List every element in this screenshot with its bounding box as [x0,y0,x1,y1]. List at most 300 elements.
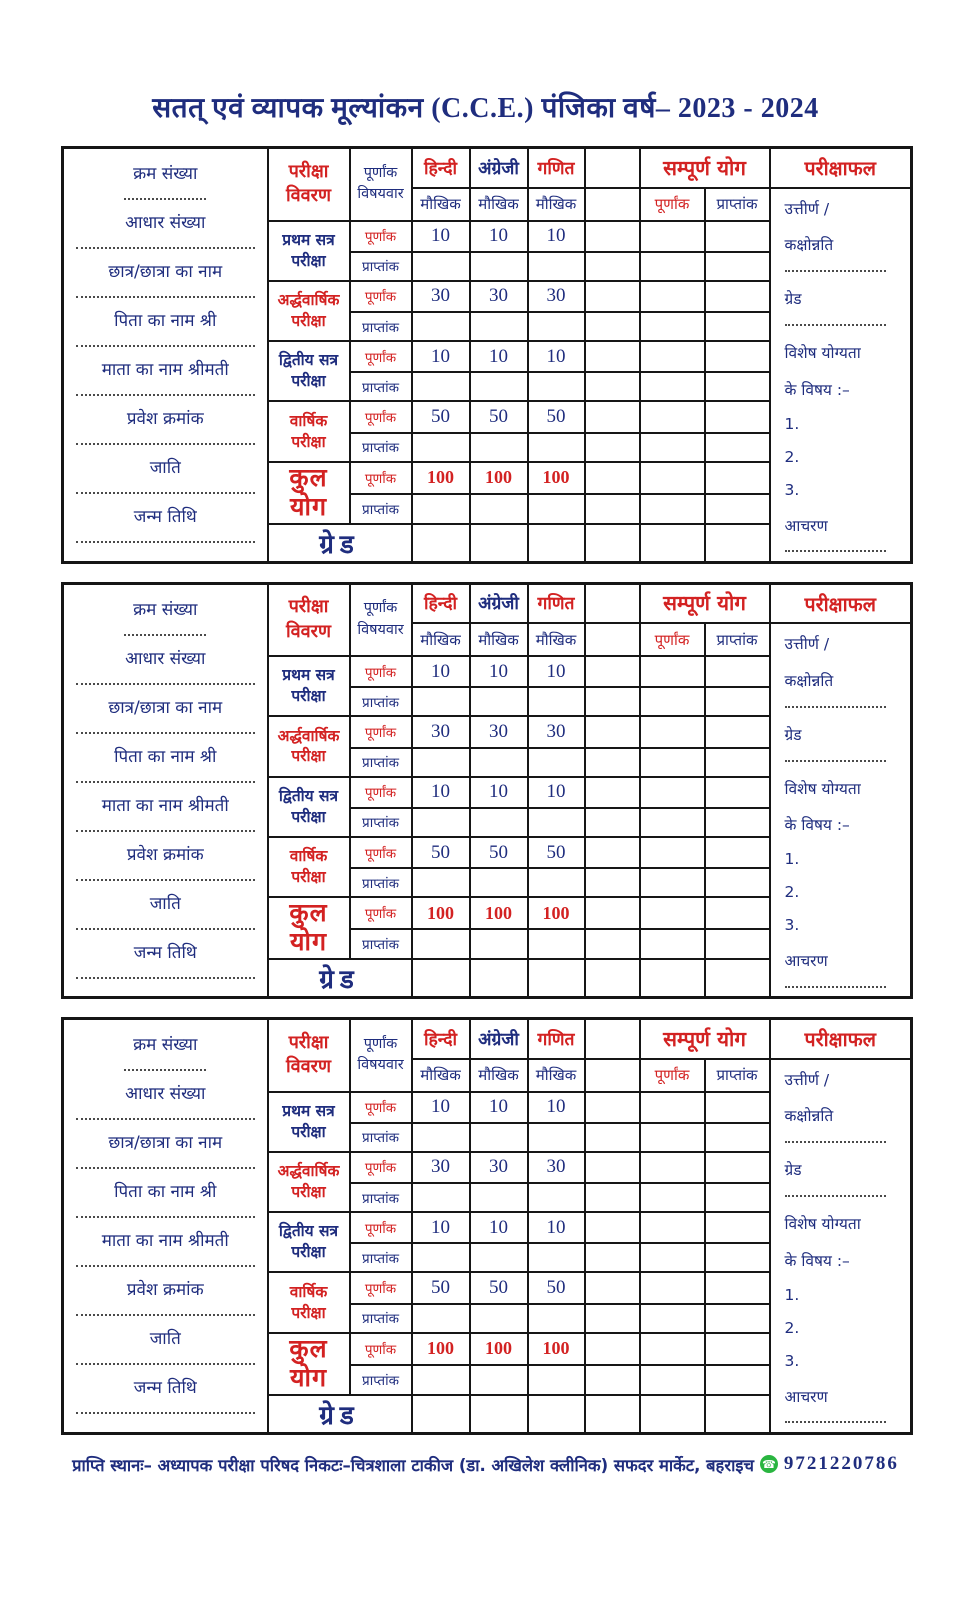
field-label: जाति [149,893,181,914]
student-info-cell [63,148,268,563]
father-name-field [76,744,255,783]
obtained-blank-cell [585,433,640,462]
exam-name-half-yearly: अर्द्धवार्षिक परीक्षा [268,1152,350,1212]
max-marks-label: पूर्णांक [350,716,412,747]
grade-english-cell [470,1395,528,1434]
conduct-label: आचरण [784,516,828,535]
max-marks-math: 10 [528,1092,585,1123]
max-marks-label: पूर्णांक [350,897,412,929]
max-marks-math: 10 [528,1212,585,1243]
obtained-math-cell [528,252,585,281]
max-marks-english: 100 [470,1333,528,1365]
max-marks-hindi: 10 [412,656,470,687]
english-oral-subheader: मौखिक [470,188,528,221]
grand-max-cell [640,1304,705,1333]
grand-total-max-subheader: पूर्णांक [640,623,705,656]
max-marks-label: पूर्णांक [350,656,412,687]
aptitude-item-2: 2. [784,883,800,902]
student-info-cell [63,583,268,998]
obtained-english-cell [470,808,528,837]
special-aptitude-label: विशेष योग्यता [784,779,861,798]
aptitude-subjects-label: के विषय :– [784,816,850,835]
grand-max-cell [640,341,705,372]
max-marks-hindi: 100 [412,462,470,494]
subject-math-header: गणित [528,148,585,188]
result-header: परीक्षाफल [770,583,912,623]
max-marks-label: पूर्णांक [350,281,412,312]
obtained-math-cell [528,312,585,341]
grand-max-cell [640,401,705,432]
fill-in-line [76,492,255,494]
obtained-math-cell [528,1365,585,1395]
fill-in-line [76,541,255,543]
subject-blank-header [585,1019,640,1059]
fill-in-line [785,324,886,326]
obtained-marks-label: प्राप्तांक [350,1365,412,1395]
result-header: परीक्षाफल [770,1019,912,1059]
max-marks-hindi: 10 [412,1092,470,1123]
field-label: पिता का नाम श्री [114,746,217,767]
aptitude-item-3: 3. [784,480,800,499]
max-marks-blank-cell [585,1272,640,1303]
obtained-hindi-cell [412,494,470,524]
grand-obtained-cell [705,1365,770,1395]
grand-obtained-cell [705,929,770,959]
obtained-marks-label: प्राप्तांक [350,312,412,341]
result-promotion-label: कक्षोन्नति [784,671,834,690]
grand-max-cell [640,1333,705,1365]
max-marks-blank-cell [585,281,640,312]
footer-availability-text: प्राप्ति स्थानः– अध्यापक परीक्षा परिषद निकटः–चित्रशाला टाकीज (डा. अखिलेश क्लीनिक) सफदर मार्केट, बहराइच [72,1455,754,1475]
grade-grand-obtained-cell [705,1395,770,1434]
subject-english-header: अंग्रेजी [470,148,528,188]
exam-name-annual: वार्षिक परीक्षा [268,837,350,897]
field-label: आधार संख्या [125,1084,206,1104]
max-marks-label: पूर्णांक [350,1092,412,1123]
grand-obtained-cell [705,433,770,462]
grand-obtained-cell [705,1212,770,1243]
obtained-marks-label: प्राप्तांक [350,1243,412,1272]
max-marks-hindi: 10 [412,221,470,252]
aptitude-item-3: 3. [784,1351,800,1370]
max-marks-label: पूर्णांक [350,1152,412,1183]
grade-grand-obtained-cell [705,959,770,998]
field-label: प्रवेश क्रमांक [126,1280,204,1300]
student-info-fields [66,149,265,551]
obtained-math-cell [528,1243,585,1272]
footer [61,1453,910,1476]
max-marks-blank-cell [585,401,640,432]
grand-obtained-cell [705,716,770,747]
grand-max-cell [640,433,705,462]
field-label: छात्र/छात्रा का नाम [108,1133,223,1153]
max-marks-hindi: 10 [412,341,470,372]
max-marks-hindi: 50 [412,1272,470,1303]
obtained-blank-cell [585,1365,640,1395]
max-marks-hindi: 100 [412,897,470,929]
max-marks-english: 50 [470,1272,528,1303]
grand-obtained-cell [705,281,770,312]
fill-in-line [124,1069,206,1071]
subject-blank-header [585,583,640,623]
subject-hindi-header: हिन्दी [412,1019,470,1059]
grand-max-cell [640,1123,705,1152]
obtained-hindi-cell [412,372,470,401]
fill-in-line [785,1195,886,1197]
max-marks-math: 100 [528,462,585,494]
grand-total-header: सम्पूर्ण योग [640,1019,770,1059]
obtained-english-cell [470,433,528,462]
admission-number-field [76,406,255,445]
obtained-hindi-cell [412,748,470,777]
max-marks-english: 10 [470,341,528,372]
aadhaar-number-field [76,646,255,685]
student-name-field [76,1130,255,1169]
result-content [773,624,909,996]
grade-math-cell [528,524,585,563]
field-label: क्रम संख्या [133,599,198,620]
max-marks-math: 30 [528,281,585,312]
obtained-hindi-cell [412,929,470,959]
field-label: आधार संख्या [125,648,206,669]
subject-math-header: गणित [528,1019,585,1059]
max-marks-hindi: 30 [412,281,470,312]
aptitude-item-3: 3. [784,916,800,935]
english-oral-subheader: मौखिक [470,1059,528,1092]
field-label: प्रवेश क्रमांक [126,409,204,429]
max-marks-math: 50 [528,1272,585,1303]
obtained-english-cell [470,1123,528,1152]
exam-name-annual: वार्षिक परीक्षा [268,401,350,461]
student-info-cell [63,1019,268,1434]
grand-obtained-cell [705,312,770,341]
fill-in-line [124,634,206,636]
obtained-math-cell [528,1304,585,1333]
obtained-blank-cell [585,929,640,959]
max-marks-math: 50 [528,401,585,432]
max-marks-english: 10 [470,1092,528,1123]
max-marks-english: 50 [470,837,528,868]
max-marks-english: 10 [470,656,528,687]
obtained-hindi-cell [412,433,470,462]
fill-in-line [76,1363,255,1365]
grand-max-cell [640,1365,705,1395]
fill-in-line [76,928,255,930]
fill-in-line [785,270,886,272]
student-info-fields [66,1020,265,1422]
obtained-english-cell [470,252,528,281]
obtained-marks-label: प्राप्तांक [350,252,412,281]
subject-english-header: अंग्रेजी [470,583,528,623]
field-label: जन्म तिथि [133,507,197,527]
max-marks-math: 100 [528,1333,585,1365]
result-grade-label: ग्रेड [784,290,802,309]
grand-max-cell [640,837,705,868]
fill-in-line [76,683,255,685]
grand-obtained-cell [705,1152,770,1183]
grand-obtained-cell [705,221,770,252]
result-cell [770,188,912,563]
field-label: जन्म तिथि [133,942,197,963]
english-oral-subheader: मौखिक [470,623,528,656]
fill-in-line [76,1167,255,1169]
cce-record-table [61,582,913,1000]
fill-in-line [76,1216,255,1218]
grand-total-max-subheader: पूर्णांक [640,1059,705,1092]
obtained-blank-cell [585,1183,640,1212]
max-marks-math: 50 [528,837,585,868]
fill-in-line [124,198,206,200]
obtained-blank-cell [585,494,640,524]
grand-obtained-cell [705,687,770,716]
obtained-blank-cell [585,1304,640,1333]
grand-obtained-cell [705,1333,770,1365]
cce-record-table [61,146,913,564]
obtained-blank-cell [585,808,640,837]
grand-obtained-cell [705,808,770,837]
hindi-oral-subheader: मौखिक [412,188,470,221]
grade-row-label: ग्रेड [268,1395,412,1434]
exam-name-second-term: द्वितीय सत्र परीक्षा [268,777,350,837]
grand-obtained-cell [705,656,770,687]
max-marks-blank-cell [585,341,640,372]
subject-english-header: अंग्रेजी [470,1019,528,1059]
caste-field [76,455,255,494]
grand-max-cell [640,1183,705,1212]
max-marks-label: पूर्णांक [350,221,412,252]
fill-in-line [76,732,255,734]
obtained-hindi-cell [412,1243,470,1272]
max-marks-hindi: 30 [412,1152,470,1183]
grade-hindi-cell [412,524,470,563]
field-label: जन्म तिथि [133,1378,197,1398]
obtained-english-cell [470,494,528,524]
grand-max-cell [640,716,705,747]
field-label: माता का नाम श्रीमती [101,1231,229,1251]
date-of-birth-field [76,940,255,979]
field-label: क्रम संख्या [133,164,198,184]
grade-grand-max-cell [640,959,705,998]
max-marks-blank-cell [585,777,640,808]
aptitude-item-2: 2. [784,447,800,466]
grand-obtained-cell [705,1272,770,1303]
page-title: सतत् एवं व्यापक मूल्यांकन (C.C.E.) पंजिका वर्ष– 2023 - 2024 [152,93,819,124]
grand-max-cell [640,1212,705,1243]
date-of-birth-field [76,1375,255,1414]
obtained-blank-cell [585,748,640,777]
max-marks-english: 30 [470,716,528,747]
aptitude-item-2: 2. [784,1318,800,1337]
max-marks-label: पूर्णांक [350,462,412,494]
grand-total-header: सम्पूर्ण योग [640,583,770,623]
blank-oral-subheader [585,1059,640,1092]
aptitude-item-1: 1. [784,850,800,869]
max-marks-english: 30 [470,281,528,312]
subject-hindi-header: हिन्दी [412,583,470,623]
obtained-english-cell [470,1243,528,1272]
grand-total-header: सम्पूर्ण योग [640,148,770,188]
obtained-hindi-cell [412,1365,470,1395]
obtained-blank-cell [585,687,640,716]
exam-name-half-yearly: अर्द्धवार्षिक परीक्षा [268,281,350,341]
max-marks-blank-cell [585,716,640,747]
serial-number-field [76,597,255,636]
obtained-math-cell [528,433,585,462]
grand-obtained-cell [705,462,770,494]
max-marks-math: 10 [528,656,585,687]
serial-number-field [76,161,255,200]
obtained-hindi-cell [412,1183,470,1212]
grand-max-cell [640,1092,705,1123]
result-pass-label: उत्तीर्ण / [784,635,830,653]
grand-max-cell [640,897,705,929]
fill-in-line [76,1412,255,1414]
max-marks-label: पूर्णांक [350,1272,412,1303]
grade-grand-max-cell [640,1395,705,1434]
student-name-field [76,259,255,298]
exam-name-grand-total: कुल योग [268,1333,350,1395]
obtained-marks-label: प्राप्तांक [350,1183,412,1212]
fill-in-line [76,1314,255,1316]
max-marks-blank-cell [585,221,640,252]
grade-hindi-cell [412,1395,470,1434]
admission-number-field [76,1277,255,1316]
exam-details-header: परीक्षा विवरण [268,583,350,656]
admission-number-field [76,842,255,881]
max-marks-hindi: 10 [412,1212,470,1243]
grade-row-label: ग्रेड [268,524,412,563]
fill-in-line [785,550,886,552]
fill-in-line [76,830,255,832]
grand-obtained-cell [705,372,770,401]
max-marks-label: पूर्णांक [350,401,412,432]
father-name-field [76,1179,255,1218]
obtained-marks-label: प्राप्तांक [350,868,412,897]
grade-math-cell [528,959,585,998]
fill-in-line [76,247,255,249]
exam-name-first-term: प्रथम सत्र परीक्षा [268,1092,350,1152]
grade-hindi-cell [412,959,470,998]
max-marks-blank-cell [585,897,640,929]
field-label: पिता का नाम श्री [114,311,217,331]
fill-in-line [76,781,255,783]
obtained-math-cell [528,808,585,837]
date-of-birth-field [76,504,255,543]
conduct-label: आचरण [784,1387,828,1406]
fill-in-line [76,1265,255,1267]
exam-name-grand-total: कुल योग [268,897,350,959]
grade-math-cell [528,1395,585,1434]
grand-total-obtained-subheader: प्राप्तांक [705,1059,770,1092]
field-label: माता का नाम श्रीमती [101,360,229,380]
aadhaar-number-field [76,1081,255,1120]
exam-name-grand-total: कुल योग [268,462,350,524]
obtained-english-cell [470,687,528,716]
aptitude-item-1: 1. [784,414,800,433]
mother-name-field [76,1228,255,1267]
max-marks-hindi: 50 [412,837,470,868]
obtained-marks-label: प्राप्तांक [350,494,412,524]
obtained-hindi-cell [412,687,470,716]
grand-obtained-cell [705,1304,770,1333]
max-marks-math: 30 [528,1152,585,1183]
obtained-blank-cell [585,1123,640,1152]
grand-max-cell [640,687,705,716]
fill-in-line [76,296,255,298]
max-marks-english: 100 [470,462,528,494]
field-label: छात्र/छात्रा का नाम [108,262,223,282]
obtained-english-cell [470,748,528,777]
mother-name-field [76,793,255,832]
grand-obtained-cell [705,252,770,281]
grand-obtained-cell [705,1243,770,1272]
field-label: माता का नाम श्रीमती [101,795,229,816]
special-aptitude-label: विशेष योग्यता [784,344,861,363]
max-marks-subjectwise-header: पूर्णांक विषयवार [350,148,412,221]
student-info-fields [66,585,265,987]
obtained-math-cell [528,748,585,777]
grand-max-cell [640,656,705,687]
blank-oral-subheader [585,188,640,221]
grade-grand-max-cell [640,524,705,563]
max-marks-subjectwise-header: पूर्णांक विषयवार [350,1019,412,1092]
aptitude-item-1: 1. [784,1285,800,1304]
result-cell [770,623,912,998]
math-oral-subheader: मौखिक [528,188,585,221]
max-marks-blank-cell [585,1212,640,1243]
exam-name-second-term: द्वितीय सत्र परीक्षा [268,341,350,401]
obtained-blank-cell [585,312,640,341]
max-marks-english: 10 [470,221,528,252]
max-marks-blank-cell [585,837,640,868]
max-marks-math: 10 [528,341,585,372]
field-label: जाति [149,458,181,478]
obtained-marks-label: प्राप्तांक [350,1304,412,1333]
obtained-marks-label: प्राप्तांक [350,372,412,401]
caste-field [76,891,255,930]
exam-name-annual: वार्षिक परीक्षा [268,1272,350,1332]
exam-name-half-yearly: अर्द्धवार्षिक परीक्षा [268,716,350,776]
max-marks-english: 30 [470,1152,528,1183]
grand-obtained-cell [705,494,770,524]
max-marks-label: पूर्णांक [350,777,412,808]
max-marks-blank-cell [585,1092,640,1123]
aadhaar-number-field [76,210,255,249]
blank-oral-subheader [585,623,640,656]
obtained-english-cell [470,372,528,401]
grand-obtained-cell [705,777,770,808]
math-oral-subheader: मौखिक [528,623,585,656]
whatsapp-icon: ☎ [760,1455,778,1473]
obtained-hindi-cell [412,312,470,341]
grand-obtained-cell [705,868,770,897]
grade-english-cell [470,524,528,563]
max-marks-label: पूर्णांक [350,341,412,372]
obtained-marks-label: प्राप्तांक [350,1123,412,1152]
max-marks-hindi: 50 [412,401,470,432]
obtained-english-cell [470,929,528,959]
obtained-blank-cell [585,1243,640,1272]
grand-max-cell [640,494,705,524]
fill-in-line [785,1141,886,1143]
fill-in-line [785,1421,886,1423]
result-cell [770,1059,912,1434]
max-marks-label: पूर्णांक [350,837,412,868]
obtained-hindi-cell [412,808,470,837]
exam-name-second-term: द्वितीय सत्र परीक्षा [268,1212,350,1272]
result-pass-label: उत्तीर्ण / [784,1070,830,1089]
max-marks-math: 30 [528,716,585,747]
